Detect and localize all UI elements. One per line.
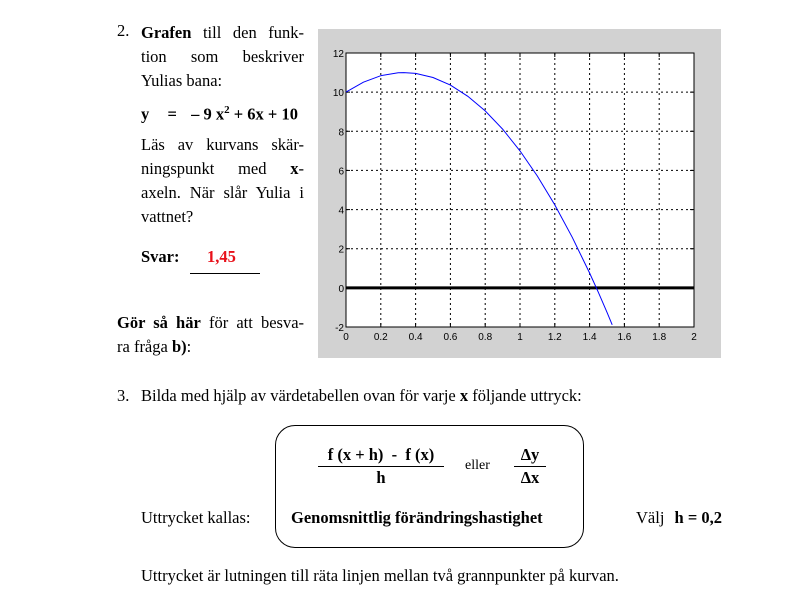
difference-quotient-denominator: h — [376, 468, 386, 487]
x-tick-label: 0.8 — [478, 332, 493, 343]
eller-text: eller — [465, 458, 490, 473]
called-value: Genomsnittlig förändringshastighet — [291, 508, 543, 527]
task3-intro-text: Bilda med hjälp av värdetabellen ovan för varje — [141, 386, 456, 405]
answer-underline — [190, 273, 260, 274]
x-tick-label: 2 — [691, 332, 697, 343]
parabola-chart — [318, 29, 721, 358]
task2-bold-word: Grafen — [141, 23, 192, 42]
howto-colon: : — [186, 337, 192, 356]
question-line2 — [141, 157, 304, 181]
question-line4: vattnet? — [141, 207, 194, 226]
task3-intro-x: x — [459, 386, 469, 405]
called-label: Uttrycket kallas: — [141, 508, 251, 527]
difference-quotient — [318, 444, 444, 489]
howto-line1 — [117, 311, 304, 335]
footer-text: Uttrycket är lutningen till räta linjen mellan två grannpunkter på kurvan. — [141, 566, 619, 585]
howto-line2 — [117, 335, 191, 359]
x-tick-label: 0.2 — [373, 332, 388, 343]
choose-value: h = 0,2 — [674, 508, 723, 527]
x-tick-labels — [343, 332, 697, 343]
x-tick-label: 1.8 — [652, 332, 667, 343]
y-tick-label: 8 — [338, 127, 344, 139]
howto-b: b) — [171, 337, 187, 356]
equation-y: y — [141, 104, 150, 124]
howto-rest: för att besva- — [208, 313, 305, 332]
answer-label: Svar: — [141, 247, 180, 266]
y-tick-label: 0 — [338, 283, 344, 295]
task2-line2: tion som beskriver — [141, 47, 304, 66]
task3-intro-end: följande uttryck: — [472, 386, 582, 405]
y-tick-label: 2 — [338, 244, 344, 256]
x-tick-label: 0.4 — [408, 332, 423, 343]
choose-h — [636, 506, 722, 530]
difference-quotient-numerator: f (x + h) - f (x) — [327, 445, 435, 464]
task2-number: 2. — [117, 21, 130, 40]
howto-bold: Gör så här — [117, 313, 201, 332]
delta-x: Δx — [520, 468, 540, 487]
question-line2-text: ningspunkt med — [141, 159, 267, 178]
task2-line1-rest: till den funk- — [202, 23, 304, 42]
x-tick-label: 1 — [517, 332, 523, 343]
question-line3: axeln. När slår Yulia i — [141, 183, 304, 202]
question-hyphen: - — [298, 159, 304, 178]
answer-value: 1,45 — [207, 247, 236, 266]
y-tick-label: 10 — [332, 88, 344, 100]
equation-term2: + 6x + 10 — [233, 104, 298, 124]
task3-number: 3. — [117, 386, 130, 405]
y-tick-label: 12 — [332, 49, 344, 60]
y-tick-label: 4 — [338, 205, 344, 217]
equation-eq: = — [167, 104, 177, 124]
y-tick-labels — [333, 49, 345, 334]
delta-quotient — [514, 444, 546, 489]
question-line1: Läs av kurvans skär- — [141, 135, 304, 154]
question-x: x — [290, 159, 299, 178]
x-tick-label: 1.2 — [547, 332, 562, 343]
x-tick-label: 0 — [343, 332, 349, 343]
task2-line1 — [141, 21, 304, 45]
x-tick-label: 0.6 — [443, 332, 458, 343]
equation — [141, 98, 298, 127]
x-tick-label: 1.4 — [582, 332, 597, 343]
equation-exponent: 2 — [224, 104, 230, 116]
graph-panel — [318, 29, 721, 358]
x-tick-label: 1.6 — [617, 332, 632, 343]
y-tick-label: 6 — [338, 166, 344, 178]
task2-line3: Yulias bana: — [141, 71, 223, 90]
choose-label: Välj — [636, 508, 665, 527]
howto-line2-text: ra fråga — [117, 337, 168, 356]
delta-y: Δy — [520, 445, 540, 464]
equation-term1: – 9 x — [191, 104, 225, 124]
task3-intro — [141, 384, 582, 408]
y-tick-label: -2 — [335, 323, 344, 334]
